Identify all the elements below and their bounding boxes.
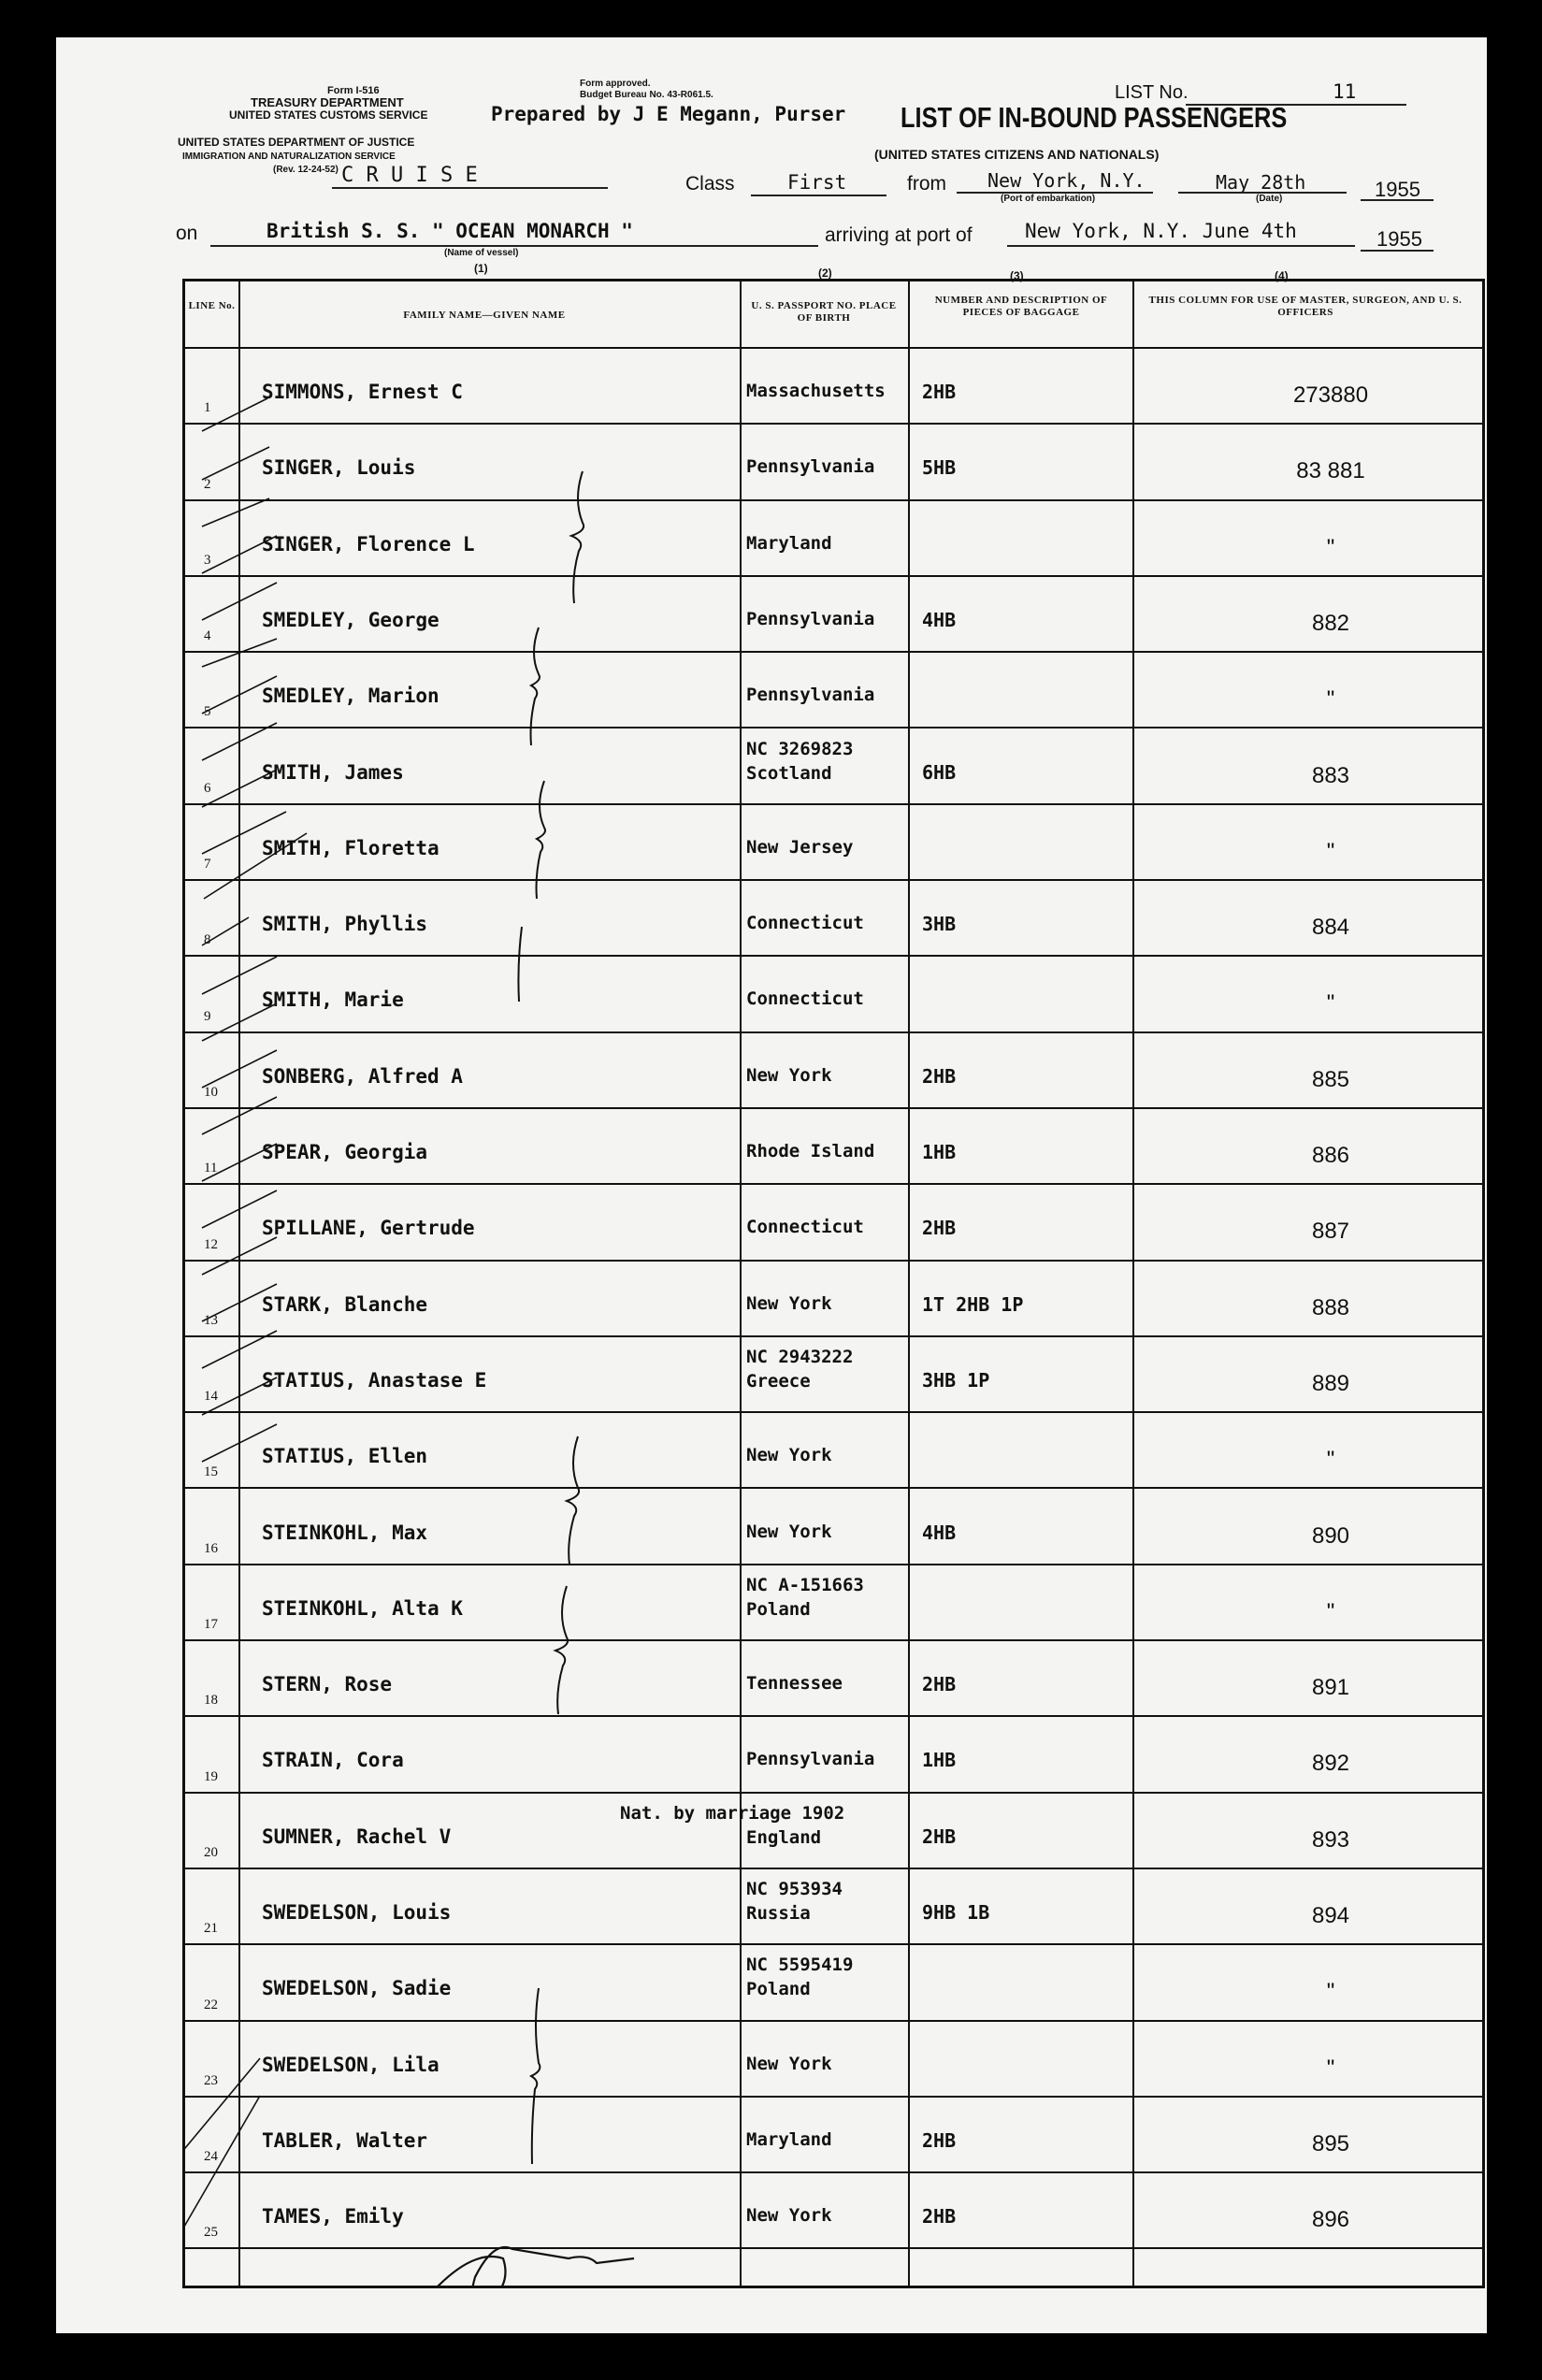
cruise-underline xyxy=(332,187,608,189)
officer-number: 888 xyxy=(1311,1294,1350,1320)
dept-justice: UNITED STATES DEPARTMENT OF JUSTICE xyxy=(178,136,415,149)
from-label: from xyxy=(907,173,946,195)
baggage-desc: 3HB 1P xyxy=(922,1368,990,1392)
table-row xyxy=(185,957,1482,1032)
arriving-underline xyxy=(1007,245,1355,247)
passenger-name: STEINKOHL, Max xyxy=(262,1521,428,1544)
line-number: 9 xyxy=(204,1008,211,1024)
passenger-name: STEINKOHL, Alta K xyxy=(262,1596,463,1620)
baggage-desc: 9HB 1B xyxy=(922,1901,990,1924)
officer-number: 885 xyxy=(1311,1066,1350,1092)
officer-number: 884 xyxy=(1311,915,1350,941)
col-num-1: (1) xyxy=(474,262,488,275)
line-number: 12 xyxy=(204,1236,218,1252)
table-row xyxy=(185,653,1482,728)
line-number: 2 xyxy=(204,476,211,492)
date-value: May 28th xyxy=(1216,171,1306,194)
place-of-birth: New York xyxy=(746,2053,832,2074)
officer-number: 895 xyxy=(1311,2130,1350,2156)
budget-bureau: Budget Bureau No. 43-R061.5. xyxy=(580,90,713,100)
place-of-birth: Russia xyxy=(746,1903,811,1924)
col-header-passport: U. S. PASSPORT NO. PLACE OF BIRTH xyxy=(751,300,897,324)
baggage-desc: 1HB xyxy=(922,1749,957,1772)
passport-number: NC 3269823 xyxy=(746,738,854,759)
officer-number: 886 xyxy=(1311,1143,1350,1168)
place-of-birth: New York xyxy=(746,1292,832,1314)
form-number: Form I-516 xyxy=(327,85,380,96)
table-row xyxy=(185,2098,1482,2173)
passenger-name: SWEDELSON, Sadie xyxy=(262,1977,452,2000)
on-label: on xyxy=(176,223,198,244)
line-number: 22 xyxy=(204,1997,218,2012)
dept-immigration: IMMIGRATION AND NATURALIZATION SERVICE xyxy=(182,151,396,162)
line-number: 8 xyxy=(204,932,211,948)
passenger-name: SMEDLEY, Marion xyxy=(262,685,440,708)
officer-number: 83 881 xyxy=(1296,458,1365,484)
manifest-page xyxy=(56,37,1487,2333)
baggage-desc: 2HB xyxy=(922,1064,957,1088)
line-number: 4 xyxy=(204,628,211,644)
vessel-name: British S. S. " OCEAN MONARCH " xyxy=(267,220,633,242)
place-of-birth: Connecticut xyxy=(746,988,864,1010)
officer-number: " xyxy=(1326,1598,1335,1624)
table-row xyxy=(185,1945,1482,2021)
place-of-birth: Pennsylvania xyxy=(746,456,875,478)
passenger-name: SUMNER, Rachel V xyxy=(262,1825,452,1848)
table-row xyxy=(185,1641,1482,1717)
dept-customs: UNITED STATES CUSTOMS SERVICE xyxy=(229,108,428,122)
col-num-2: (2) xyxy=(818,267,832,280)
officer-number: 273880 xyxy=(1292,382,1369,408)
place-of-birth: Maryland xyxy=(746,2128,832,2150)
vessel-underline xyxy=(210,245,818,247)
arriving-label: arriving at port of xyxy=(825,224,973,246)
line-number: 20 xyxy=(204,1844,218,1860)
passenger-name: STARK, Blanche xyxy=(262,1292,428,1316)
line-number: 11 xyxy=(204,1161,218,1176)
passenger-name: SPILLANE, Gertrude xyxy=(262,1217,475,1240)
from-value: New York, N.Y. xyxy=(987,169,1146,192)
table-row xyxy=(185,1337,1482,1413)
table-row xyxy=(185,577,1482,653)
col-num-4: (4) xyxy=(1275,269,1289,282)
date-caption: (Date) xyxy=(1256,194,1283,204)
passenger-name: STRAIN, Cora xyxy=(262,1749,404,1772)
prepared-by: Prepared by J E Megann, Purser xyxy=(491,103,846,125)
line-number: 10 xyxy=(204,1084,218,1100)
vessel-caption: (Name of vessel) xyxy=(444,248,519,258)
officer-number: " xyxy=(1326,534,1335,560)
line-number: 13 xyxy=(204,1312,218,1328)
place-of-birth: New York xyxy=(746,2205,832,2227)
passport-number: NC 953934 xyxy=(746,1879,843,1899)
table-row xyxy=(185,1413,1482,1489)
col-header-officers: THIS COLUMN FOR USE OF MASTER, SURGEON, AND U. S. OFFICERS xyxy=(1148,295,1463,318)
officer-number: 887 xyxy=(1311,1219,1350,1245)
officer-number: 892 xyxy=(1311,1751,1350,1777)
baggage-desc: 2HB xyxy=(922,1673,957,1696)
passenger-name: SIMMONS, Ernest C xyxy=(262,381,463,403)
table-row xyxy=(185,1262,1482,1337)
passenger-name: SMITH, James xyxy=(262,760,404,784)
col-header-line: LINE No. xyxy=(188,300,236,311)
line-number: 24 xyxy=(204,2149,218,2165)
place-of-birth: New York xyxy=(746,1445,832,1466)
place-of-birth: Tennessee xyxy=(746,1673,843,1695)
officer-number: 896 xyxy=(1311,2207,1350,2233)
table-row xyxy=(185,2022,1482,2098)
officer-number: 890 xyxy=(1311,1522,1350,1549)
table-row xyxy=(185,1033,1482,1109)
table-row xyxy=(185,1109,1482,1185)
line-number: 18 xyxy=(204,1693,218,1709)
passenger-name: SMITH, Phyllis xyxy=(262,913,428,936)
page-title: LIST OF IN-BOUND PASSENGERS xyxy=(901,101,1288,134)
passenger-name: STERN, Rose xyxy=(262,1673,393,1696)
place-of-birth: New Jersey xyxy=(746,836,854,858)
line-number: 6 xyxy=(204,780,211,796)
passenger-name: SMEDLEY, George xyxy=(262,608,440,631)
passenger-name: SMITH, Marie xyxy=(262,988,404,1012)
table-row xyxy=(185,349,1482,425)
arriving-value: New York, N.Y. June 4th xyxy=(1025,220,1297,242)
passenger-name: TAMES, Emily xyxy=(262,2205,404,2229)
place-of-birth: Maryland xyxy=(746,532,832,554)
passenger-name: SWEDELSON, Lila xyxy=(262,2053,440,2076)
officer-number: " xyxy=(1326,686,1335,713)
table-row xyxy=(185,1490,1482,1565)
passenger-name: SMITH, Floretta xyxy=(262,836,440,859)
place-of-birth: Pennsylvania xyxy=(746,685,875,706)
line-number: 15 xyxy=(204,1464,218,1480)
table-row xyxy=(185,805,1482,881)
table-row xyxy=(185,2173,1482,2249)
line-number: 23 xyxy=(204,2072,218,2088)
line-number: 14 xyxy=(204,1389,218,1405)
dept-treasury: TREASURY DEPARTMENT xyxy=(251,95,404,109)
officer-number: 882 xyxy=(1311,610,1350,636)
passenger-name: SINGER, Florence L xyxy=(262,532,475,555)
place-of-birth: Massachusetts xyxy=(746,381,886,401)
line-number: 21 xyxy=(204,1921,218,1937)
passenger-name: TABLER, Walter xyxy=(262,2128,428,2152)
baggage-desc: 3HB xyxy=(922,913,957,936)
passenger-table xyxy=(182,279,1485,2288)
line-number: 16 xyxy=(204,1540,218,1556)
officer-number: " xyxy=(1326,2055,1335,2081)
line-number: 17 xyxy=(204,1617,218,1633)
baggage-desc: 4HB xyxy=(922,608,957,631)
baggage-desc: 2HB xyxy=(922,1217,957,1240)
place-of-birth: Poland xyxy=(746,1979,811,2000)
class-label: Class xyxy=(685,173,735,195)
year-value: 1955 xyxy=(1375,178,1420,201)
baggage-desc: 2HB xyxy=(922,2205,957,2229)
line-number: 1 xyxy=(204,400,211,416)
list-no-underline xyxy=(1186,104,1406,106)
table-row xyxy=(185,729,1482,805)
class-value: First xyxy=(787,171,847,194)
line-number: 5 xyxy=(204,704,211,720)
table-row xyxy=(185,425,1482,500)
baggage-desc: 1HB xyxy=(922,1141,957,1163)
officer-number: " xyxy=(1326,838,1335,864)
signature xyxy=(438,2247,634,2286)
officer-number: " xyxy=(1326,990,1335,1017)
officer-number: 883 xyxy=(1311,762,1350,788)
table-row xyxy=(185,1717,1482,1793)
baggage-desc: 5HB xyxy=(922,456,957,480)
place-of-birth: Rhode Island xyxy=(746,1141,875,1161)
line-number: 3 xyxy=(204,552,211,568)
table-row xyxy=(185,1869,1482,1945)
place-of-birth: Connecticut xyxy=(746,1217,864,1238)
row-divider xyxy=(185,2247,1482,2249)
passport-number: NC 5595419 xyxy=(746,1954,854,1976)
year2-value: 1955 xyxy=(1376,227,1422,251)
form-approved: Form approved. xyxy=(580,79,651,89)
officer-number: 889 xyxy=(1311,1370,1350,1396)
passport-number: NC 2943222 xyxy=(746,1346,854,1367)
place-of-birth: England xyxy=(746,1826,822,1848)
table-row xyxy=(185,1185,1482,1261)
passenger-name: SWEDELSON, Louis xyxy=(262,1901,452,1924)
baggage-desc: 2HB xyxy=(922,381,957,403)
place-of-birth: Scotland xyxy=(746,762,832,784)
baggage-desc: 4HB xyxy=(922,1521,957,1544)
officer-number: 891 xyxy=(1311,1675,1350,1701)
line-number: 25 xyxy=(204,2225,218,2241)
baggage-desc: 1T 2HB 1P xyxy=(922,1292,1024,1316)
list-no-label: LIST No. xyxy=(1115,82,1189,103)
officer-number: 893 xyxy=(1311,1826,1350,1853)
from-caption: (Port of embarkation) xyxy=(1001,194,1096,204)
page-subtitle: (UNITED STATES CITIZENS AND NATIONALS) xyxy=(874,147,1160,162)
table-row xyxy=(185,1565,1482,1641)
place-of-birth: New York xyxy=(746,1064,832,1086)
place-of-birth: Pennsylvania xyxy=(746,608,875,629)
line-number: 19 xyxy=(204,1768,218,1784)
col-header-baggage: NUMBER AND DESCRIPTION OF PIECES OF BAGGAGE xyxy=(934,295,1108,318)
place-of-birth: New York xyxy=(746,1521,832,1542)
baggage-desc: 6HB xyxy=(922,760,957,784)
form-revision: (Rev. 12-24-52) xyxy=(273,165,339,175)
col-num-3: (3) xyxy=(1010,269,1024,282)
officer-number: " xyxy=(1326,1979,1335,2005)
passport-number: NC A-151663 xyxy=(746,1574,864,1595)
place-of-birth: Connecticut xyxy=(746,913,864,934)
table-row xyxy=(185,881,1482,957)
passenger-name: SONBERG, Alfred A xyxy=(262,1064,463,1088)
baggage-desc: 2HB xyxy=(922,1825,957,1848)
passenger-name: SPEAR, Georgia xyxy=(262,1141,428,1163)
officer-number: " xyxy=(1326,1447,1335,1473)
place-of-birth: Pennsylvania xyxy=(746,1749,875,1770)
year-underline xyxy=(1361,199,1434,201)
passenger-name: STATIUS, Anastase E xyxy=(262,1368,487,1392)
baggage-desc: 2HB xyxy=(922,2128,957,2152)
line-number: 7 xyxy=(204,857,211,873)
table-row xyxy=(185,1794,1482,1869)
place-of-birth: Greece xyxy=(746,1370,811,1392)
table-row xyxy=(185,501,1482,577)
passenger-name: STATIUS, Ellen xyxy=(262,1445,428,1468)
officer-number: 894 xyxy=(1311,1903,1350,1928)
cruise-stamp: C R U I S E xyxy=(341,164,478,187)
list-no-value: 11 xyxy=(1333,80,1357,103)
passport-number: Nat. by marriage 1902 xyxy=(620,1802,845,1824)
col-header-name: FAMILY NAME—GIVEN NAME xyxy=(403,310,566,321)
class-underline xyxy=(751,195,886,196)
year2-underline xyxy=(1361,250,1434,252)
passenger-name: SINGER, Louis xyxy=(262,456,416,480)
place-of-birth: Poland xyxy=(746,1598,811,1620)
